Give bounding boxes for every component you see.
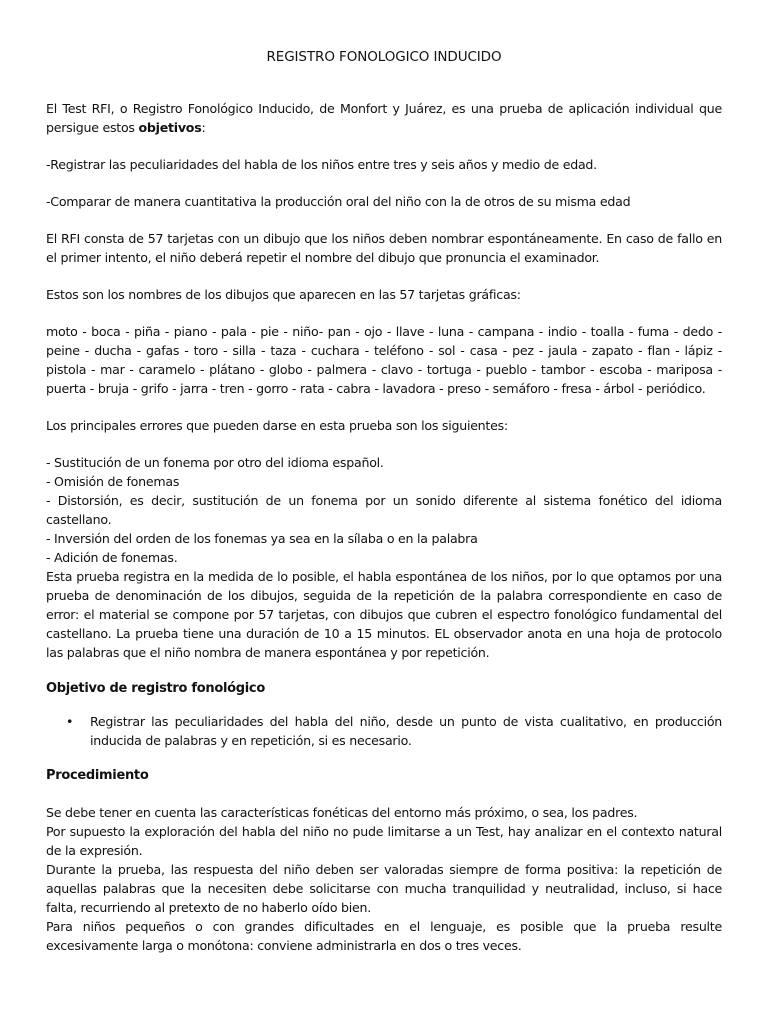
- procedure-heading: Procedimiento: [46, 768, 149, 783]
- intro-colon: :: [201, 120, 206, 135]
- objective-bullet-item: [46, 712, 722, 750]
- cards-list: moto - boca - piña - piano - pala - pie - niño- pan - ojo - llave - luna - campana - indio - toalla - fuma - dedo - peine - ducha - gafas - toro - silla - taza - cuchara - teléfono - sol - casa - pez - jaula - zapato - flan - lápiz - pistola - mar - caramelo - plátano - globo - palmera - clavo - tortuga - pueblo - tambor - escoba - mariposa - puerta - bruja - grifo - jarra - tren - gorro - rata - cabra - lavadora - preso - semáforo - fresa - árbol - periódico.: [46, 324, 722, 396]
- procedure-body: [46, 803, 722, 955]
- document-title: REGISTRO FONOLOGICO INDUCIDO: [266, 49, 502, 65]
- procedure-line: Durante la prueba, las respuesta del niño deben ser valoradas siempre de forma positiva: la repetición de aquellas palabras que la necesiten debe solicitarse con mucha tranquilidad y neutralidad, incluso, si hace falta, recurriendo al pretexto de no haberlo oído bien.: [46, 862, 722, 915]
- objective-heading: Objetivo de registro fonológico: [46, 681, 265, 696]
- errors-intro: Los principales errores que pueden darse en esta prueba son los siguientes:: [46, 418, 508, 433]
- error-item: - Sustitución de un fonema por otro del idioma español.: [46, 455, 384, 470]
- error-item: - Distorsión, es decir, sustitución de un fonema por un sonido diferente al sistema fonético del idioma castellano.: [46, 493, 722, 527]
- errors-paragraph: Esta prueba registra en la medida de lo posible, el habla espontánea de los niños, por lo que optamos por una prueba de denominación de los dibujos, seguida de la repetición de la palabra correspondiente en caso de error: el material se compone por 57 tarjetas, con dibujos que cubren el espectro fonológico fundamental del castellano. La prueba tiene una duración de 10 a 15 minutos. EL observador anota en una hoja de protocolo las palabras que el niño nombra de manera espontánea y por repetición.: [46, 569, 722, 660]
- cards-intro: Estos son los nombres de los dibujos que aparecen en las 57 tarjetas gráficas:: [46, 287, 521, 302]
- error-item: - Omisión de fonemas: [46, 474, 180, 489]
- procedure-line: Para niños pequeños o con grandes dificultades en el lenguaje, es posible que la prueba resulte excesivamente larga o monótona: conviene administrarla en dos o tres veces.: [46, 919, 722, 953]
- intro-bold-word: objetivos: [138, 120, 202, 135]
- objective-bullet-text: Registrar las peculiaridades del habla del niño, desde un punto de vista cualitativo, en producción inducida de palabras y en repetición, si es necesario.: [90, 714, 722, 748]
- objective-bullet-list: [46, 712, 722, 750]
- objective-line-2: -Comparar de manera cuantitativa la producción oral del niño con la de otros de su misma edad: [46, 194, 631, 209]
- errors-list: [46, 453, 722, 567]
- error-item: - Adición de fonemas.: [46, 550, 178, 565]
- objective-line-1: -Registrar las peculiaridades del habla de los niños entre tres y seis años y medio de edad.: [46, 157, 597, 172]
- procedure-line: Por supuesto la exploración del habla del niño no pude limitarse a un Test, hay analizar en el contexto natural de la expresión.: [46, 824, 722, 858]
- error-item: - Inversión del orden de los fonemas ya sea en la sílaba o en la palabra: [46, 531, 478, 546]
- procedure-line: Se debe tener en cuenta las características fonéticas del entorno más próximo, o sea, los padres.: [46, 805, 638, 820]
- intro-text: El Test RFI, o Registro Fonológico Inducido, de Monfort y Juárez, es una prueba de aplicación individual que persigue estos: [46, 101, 722, 135]
- intro-paragraph: [46, 99, 722, 137]
- bullet-icon: •: [66, 714, 74, 729]
- rfi-description: El RFI consta de 57 tarjetas con un dibujo que los niños deben nombrar espontáneamente. En caso de fallo en el primer intento, el niño deberá repetir el nombre del dibujo que pronuncia el examinador.: [46, 231, 722, 265]
